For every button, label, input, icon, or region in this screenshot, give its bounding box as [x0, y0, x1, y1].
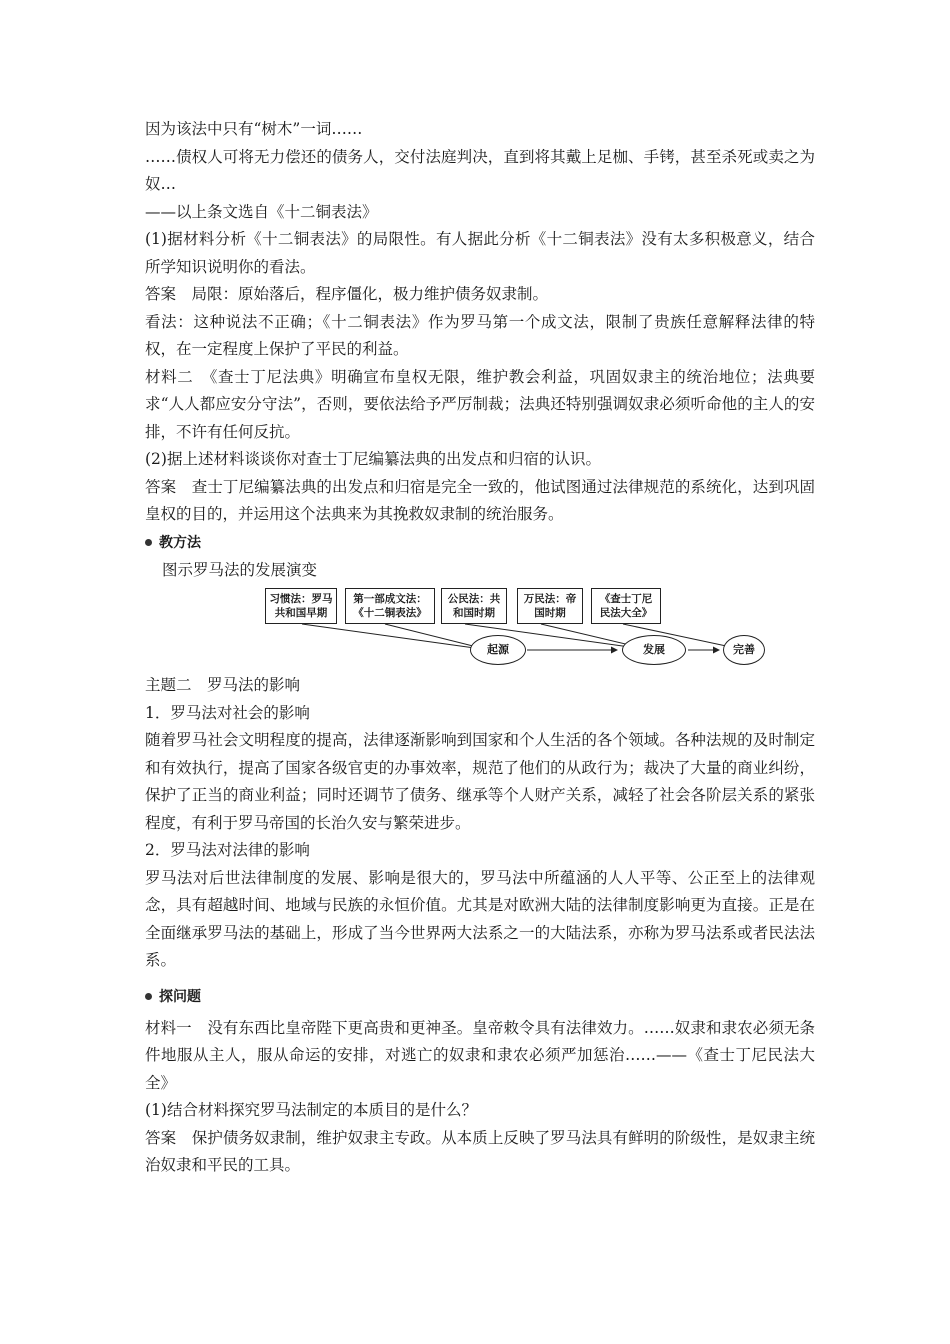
answer-1: 答案 局限：原始落后，程序僵化，极力维护债务奴隶制。: [145, 285, 549, 303]
text-line: ——以上条文选自《十二铜表法》: [145, 202, 378, 221]
section-title: 探问题: [159, 988, 201, 1005]
box-line: 国时期: [534, 607, 566, 619]
answer: 答案 保护债务奴隶制，维护奴隶主专政。从本质上反映了罗马法具有鲜明的阶级性，是奴隶主统治奴隶和平民的工具。: [145, 1128, 815, 1174]
box-line: 共和国早期: [274, 607, 328, 619]
box-line: 《十二铜表法》: [353, 607, 427, 619]
connector-line: [302, 624, 489, 650]
box-line: 习惯法：罗马: [269, 593, 333, 605]
box-line: 公民法：共: [447, 593, 501, 605]
section-teach-method: [145, 529, 815, 557]
question: (1)结合材料探究罗马法制定的本质目的是什么？: [145, 1101, 477, 1119]
stage-box: [517, 588, 583, 624]
box-line: 民法大全》: [599, 607, 653, 619]
section-explore-question: [145, 983, 815, 1011]
theme-title: 主题二 罗马法的影响: [145, 676, 301, 694]
stage-origin: 起源: [470, 635, 526, 665]
stage-perfection: 完善: [723, 635, 765, 665]
box-line: 《查士丁尼: [599, 593, 653, 605]
box-line: 万民法：帝: [523, 593, 577, 605]
box-line: 第一部成文法：: [353, 593, 427, 605]
stage-development: 发展: [622, 635, 686, 665]
bullet-icon: [145, 993, 152, 1000]
answer-2: 答案 查士丁尼编纂法典的出发点和归宿是完全一致的，他试图通过法律规范的系统化，达到巩固皇权的目的，并运用这个法典来为其挽救奴隶制的统治服务。: [145, 477, 815, 523]
answer-1-view: 看法：这种说法不正确；《十二铜表法》作为罗马第一个成文法，限制了贵族任意解释法律的特权，在一定程度上保护了平民的利益。: [145, 312, 815, 358]
paragraph: 随着罗马社会文明程度的提高，法律逐渐影响到国家和个人生活的各个领域。各种法规的及时制定和有效执行，提高了国家各级官吏的办事效率，规范了他们的从政行为；裁决了大量的商业纠纷，保护了正当的商业利益；同时还调节了债务、继承等个人财产关系，减轻了社会各阶层关系的紧张程度，有利于罗马帝国的长治久安与繁荣进步。: [145, 731, 815, 832]
paragraph: 罗马法对后世法律制度的发展、影响是很大的，罗马法中所蕴涵的人人平等、公正至上的法律观念，具有超越时间、地域与民族的永恒价值。尤其是对欧洲大陆的法律制度影响更为直接。正是在全面继承罗马法的基础上，形成了当今世界两大法系之一的大陆法系，亦称为罗马法系或者民法法系。: [145, 868, 815, 969]
question-2: (2)据上述材料谈谈你对查士丁尼编纂法典的出发点和归宿的认识。: [145, 450, 601, 468]
document-page: [145, 116, 815, 1180]
box-line: 和国时期: [453, 607, 495, 619]
section-title: 教方法: [159, 534, 201, 551]
stage-box: [591, 588, 661, 624]
stage-box: [265, 588, 337, 624]
bullet-icon: [145, 539, 152, 546]
text-line: 因为该法中只有“树木”一词……: [145, 120, 363, 138]
subheading: 2．罗马法对法律的影响: [145, 841, 310, 859]
stage-box: [345, 588, 435, 624]
stage-box: [441, 588, 507, 624]
development-diagram: [265, 588, 765, 668]
subheading: 1．罗马法对社会的影响: [145, 703, 310, 722]
material-2: 材料二 《查士丁尼法典》明确宣布皇权无限，维护教会利益，巩固奴隶主的统治地位；法典要求“人人都应安分守法”，否则，要依法给予严厉制裁；法典还特别强调奴隶必须听命他的主人的安排，不许有任何反抗。: [145, 367, 815, 441]
material-1: 材料一 没有东西比皇帝陛下更高贵和更神圣。皇帝敕令具有法律效力。……奴隶和隶农必须无条件地服从主人，服从命运的安排，对逃亡的奴隶和隶农必须严加惩治……——《查士丁尼民法大全》: [145, 1018, 815, 1092]
diagram-caption: 图示罗马法的发展演变: [162, 560, 318, 579]
text-line: ……债权人可将无力偿还的债务人，交付法庭判决，直到将其戴上足枷、手铐，甚至杀死或卖之为奴…: [145, 147, 815, 193]
question-1: (1)据材料分析《十二铜表法》的局限性。有人据此分析《十二铜表法》没有太多积极意义，结合所学知识说明你的看法。: [145, 230, 815, 276]
